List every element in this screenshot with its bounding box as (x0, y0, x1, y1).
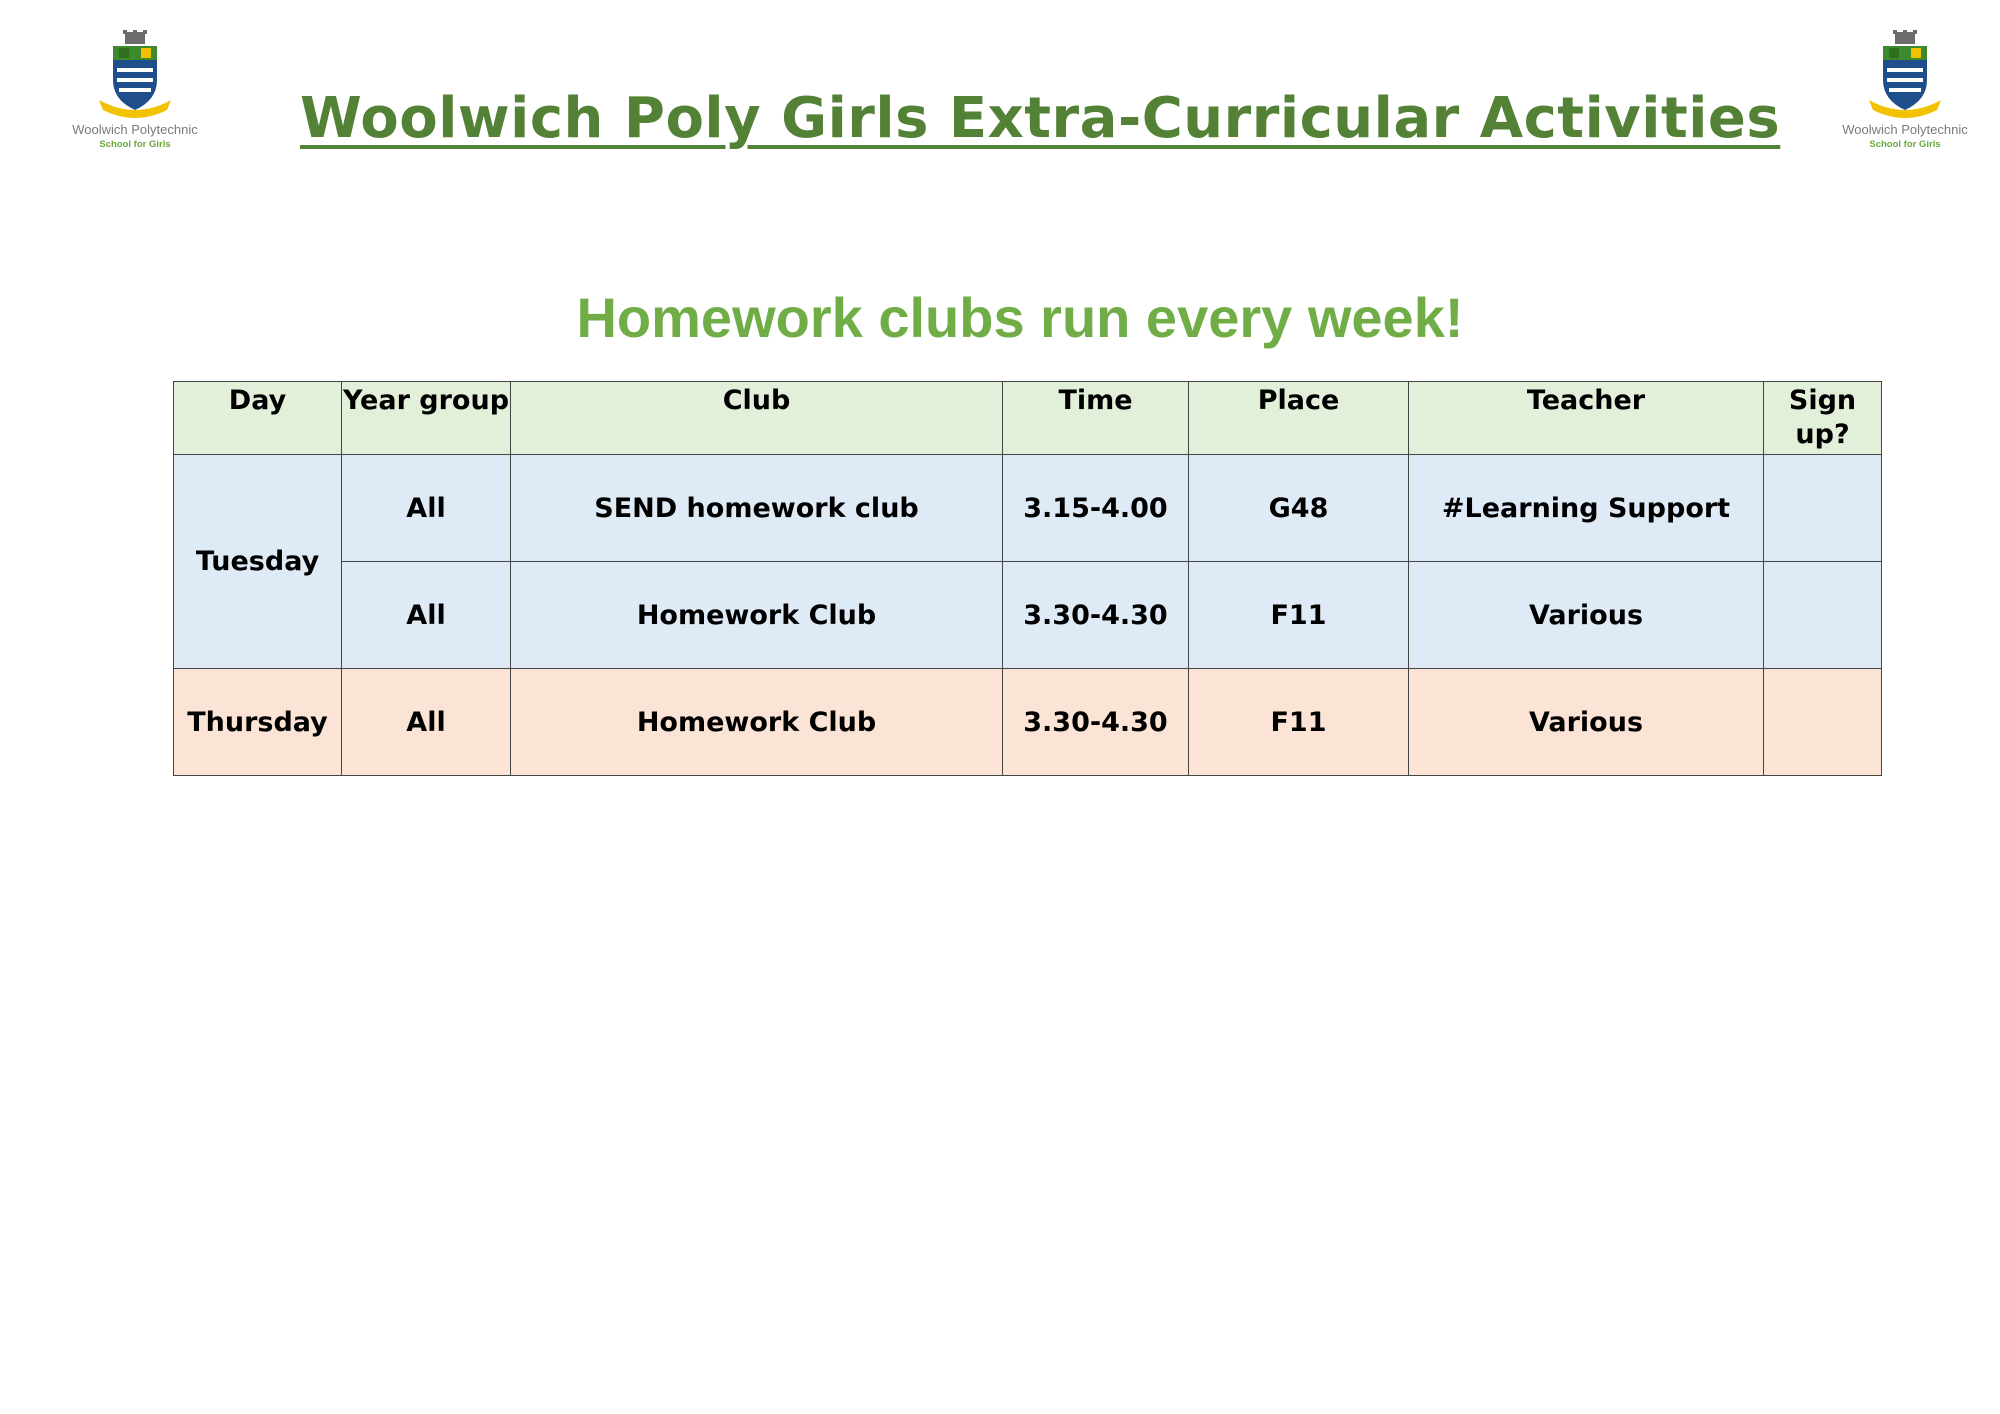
school-sub: School for Girls (99, 139, 171, 150)
table-row (174, 669, 1882, 776)
signup-cell[interactable] (1764, 669, 1882, 776)
col-header-year-group: Year group (342, 382, 511, 455)
teacher-cell: Various (1409, 669, 1764, 776)
club-cell: SEND homework club (511, 455, 1003, 562)
table-header-row (174, 382, 1882, 455)
place-cell: F11 (1189, 669, 1409, 776)
school-sub: School for Girls (1869, 139, 1941, 150)
table-row (174, 455, 1882, 562)
school-crest-icon (95, 30, 175, 120)
school-logo-right (1830, 30, 1980, 160)
year-cell: All (342, 669, 511, 776)
day-cell: Tuesday (174, 455, 342, 669)
col-header-teacher: Teacher (1409, 382, 1764, 455)
school-name: Woolwich Polytechnic (72, 122, 198, 137)
activities-table (173, 381, 1882, 776)
year-cell: All (342, 562, 511, 669)
col-header-place: Place (1189, 382, 1409, 455)
place-cell: F11 (1189, 562, 1409, 669)
col-header-club: Club (511, 382, 1003, 455)
school-logo-left (60, 30, 210, 160)
day-cell: Thursday (174, 669, 342, 776)
page-subtitle: Homework clubs run every week! (576, 286, 1464, 349)
place-cell: G48 (1189, 455, 1409, 562)
teacher-cell: #Learning Support (1409, 455, 1764, 562)
year-cell: All (342, 455, 511, 562)
col-header-time: Time (1003, 382, 1189, 455)
school-name: Woolwich Polytechnic (1842, 122, 1968, 137)
school-crest-icon (1865, 30, 1945, 120)
teacher-cell: Various (1409, 562, 1764, 669)
time-cell: 3.15-4.00 (1003, 455, 1189, 562)
club-cell: Homework Club (511, 669, 1003, 776)
page-title: Woolwich Poly Girls Extra-Curricular Activities (300, 86, 1781, 151)
time-cell: 3.30-4.30 (1003, 562, 1189, 669)
signup-cell[interactable] (1764, 562, 1882, 669)
club-cell: Homework Club (511, 562, 1003, 669)
col-header-sign-up: Sign up? (1764, 382, 1882, 455)
signup-cell[interactable] (1764, 455, 1882, 562)
col-header-day: Day (174, 382, 342, 455)
time-cell: 3.30-4.30 (1003, 669, 1189, 776)
table-row (174, 562, 1882, 669)
